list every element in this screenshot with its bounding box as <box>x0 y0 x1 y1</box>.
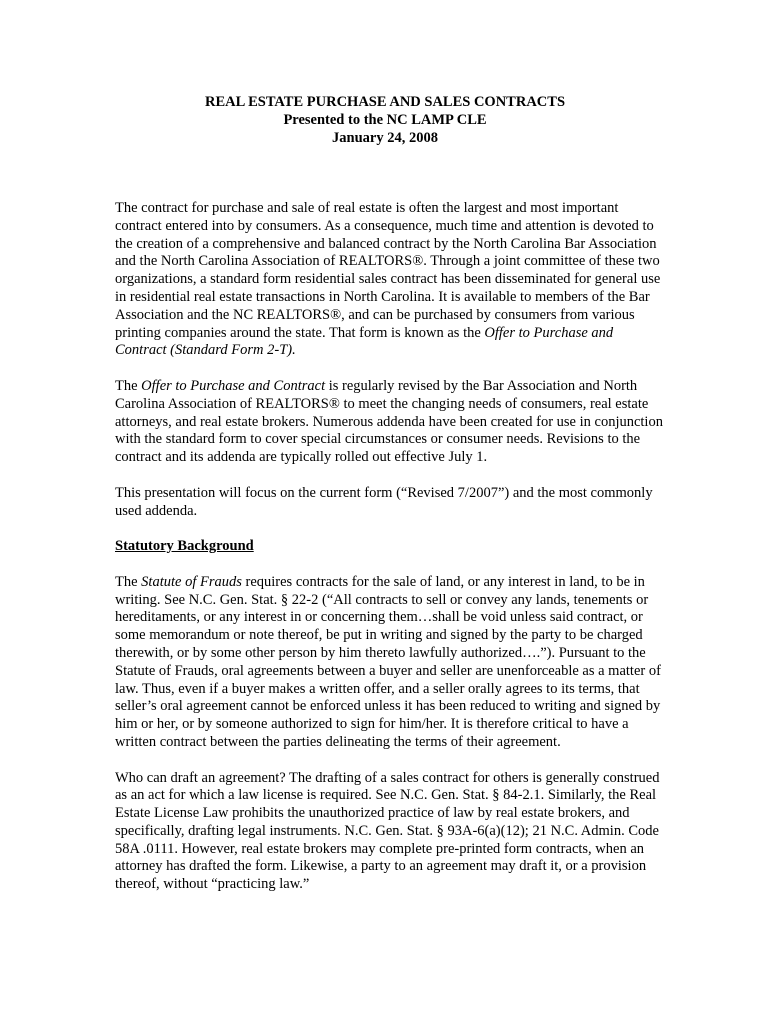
form-name-italic: Offer to Purchase and Contract (Standard Form 2-T). <box>115 324 614 359</box>
section-heading-statutory: Statutory Background <box>115 538 254 555</box>
presentation-line: Presented to the NC LAMP CLE <box>283 112 487 128</box>
document-header <box>0 93 770 147</box>
presentation-date: January 24, 2008 <box>332 130 438 146</box>
statute-name-italic: Statute of Frauds <box>141 573 242 590</box>
document-title: REAL ESTATE PURCHASE AND SALES CONTRACTS <box>204 94 566 110</box>
paragraph-statute-of-frauds: The Statute of Frauds requires contracts for the sale of land, or any interest in land, to be in writing. See N.C. Gen. Stat. § 22-2 (“All contracts to sell or convey any lands, tenements or hereditaments, or any interest in or concerning them…shall be void unless said contract, or some memorandum or note thereof, be put in writing and signed by the party to be charged therewith, or by some other person by him thereto lawfully authorized….”). Pursuant to the Statute of Frauds, oral agreements between a buyer and seller are unenforceable as a matter of law. Thus, even if a buyer makes a written offer, and a seller orally agrees to its terms, that seller’s oral agreement cannot be enforced unless it has been reduced to writing and signed by him or her, or by someone authorized to sign for him/her. It is therefore critical to have a written contract between the parties delineating the terms of their agreement. <box>115 573 661 750</box>
offer-name-italic: Offer to Purchase and Contract <box>141 377 326 394</box>
document-body <box>115 200 663 912</box>
paragraph-drafting: Who can draft an agreement? The drafting of a sales contract for others is generally construed as an act for which a law license is required. See N.C. Gen. Stat. § 84-2.1. Similarly, the Real Estate License Law prohibits the unauthorized practice of law by real estate brokers, and specifically, drafting legal instruments. N.C. Gen. Stat. § 93A-6(a)(12); 21 N.C. Admin. Code 58A .0111. However, real estate brokers may complete pre-printed form contracts, when an attorney has drafted the form. Likewise, a party to an agreement may draft it, or a provision thereof, without “practicing law.” <box>115 769 660 893</box>
paragraph-intro: The contract for purchase and sale of real estate is often the largest and most important contract entered into by consumers. As a consequence, much time and attention is devoted to the creation of a comprehensive and balanced contract by the North Carolina Bar Association and the North Carolina Association of REALTORS®. Through a joint committee of these two organizations, a standard form residential sales contract has been disseminated for general use in residential real estate transactions in North Carolina. It is available to members of the Bar Association and the NC REALTORS®, and can be purchased by consumers from various printing companies around the state. That form is known as the Offer to Purchase and Contract (Standard Form 2-T). <box>115 200 661 359</box>
paragraph-revisions: The Offer to Purchase and Contract is regularly revised by the Bar Association and North Carolina Association of REALTORS® to meet the changing needs of consumers, real estate attorneys, and real estate brokers. Numerous addenda have been created for use in conjunction with the standard form to cover special circumstances or consumer needs. Revisions to the contract and its addenda are typically rolled out effective July 1. <box>115 377 663 466</box>
paragraph-focus: This presentation will focus on the current form (“Revised 7/2007”) and the most commonly used addenda. <box>115 484 653 519</box>
